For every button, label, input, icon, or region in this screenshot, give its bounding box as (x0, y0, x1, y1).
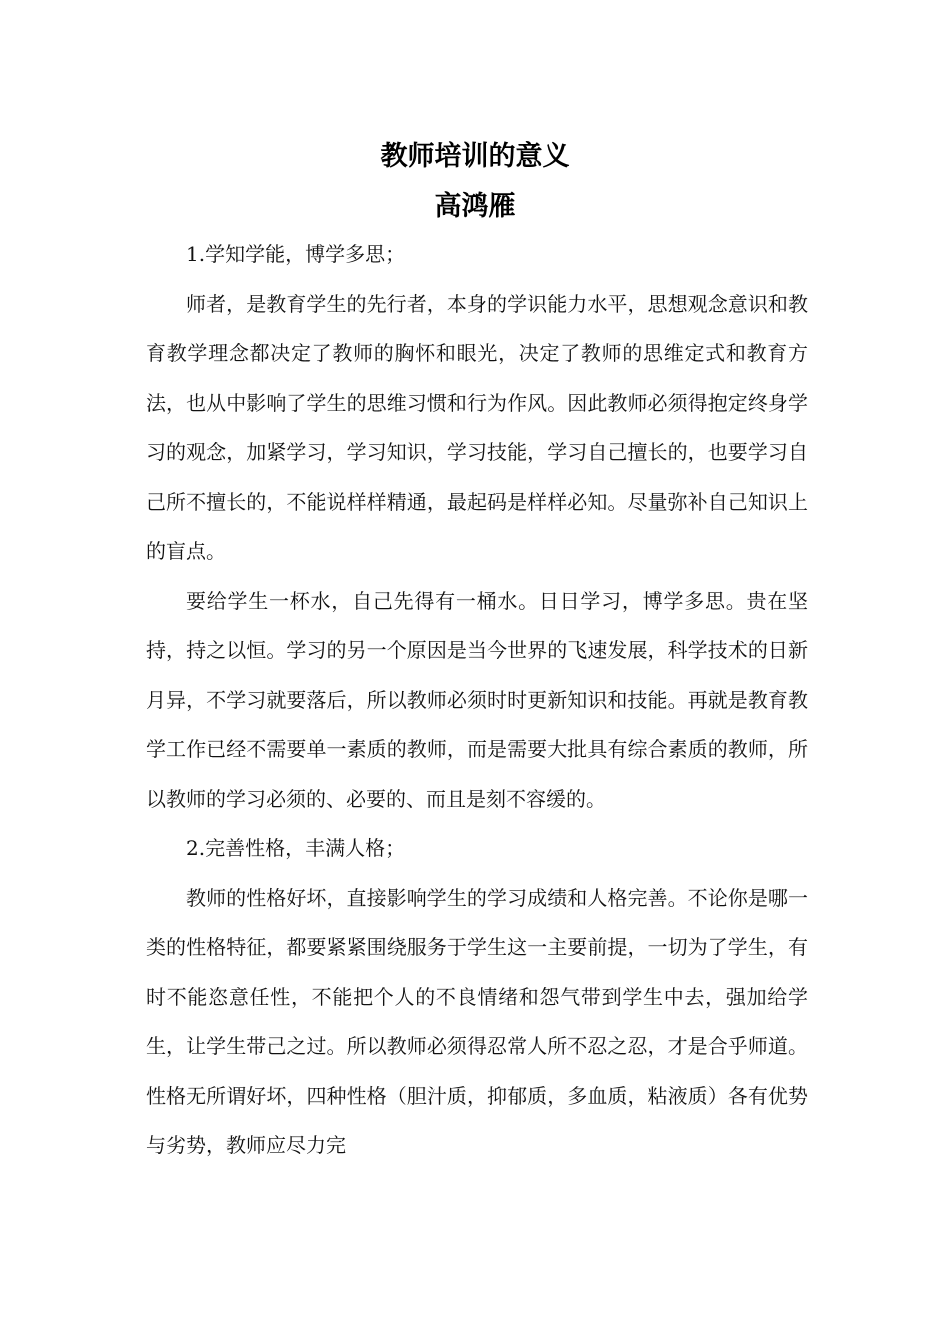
document-body (146, 230, 808, 1171)
body-paragraph-1: 师者，是教育学生的先行者，本身的学识能力水平，思想观念意识和教育教学理念都决定了教师的胸怀和眼光，决定了教师的思维定式和教育方法，也从中影响了学生的思维习惯和行为作风。因此教师必须得抱定终身学习的观念，加紧学习，学习知识，学习技能，学习自己擅长的，也要学习自己所不擅长的，不能说样样精通，最起码是样样必知。尽量弥补自己知识上的盲点。 (146, 291, 808, 563)
document-author: 高鸿雁 (434, 191, 516, 222)
document-title: 教师培训的意义 (380, 141, 570, 172)
body-paragraph-3: 教师的性格好坏，直接影响学生的学习成绩和人格完善。不论你是哪一类的性格特征，都要紧紧围绕服务于学生这一主要前提，一切为了学生，有时不能恣意任性，不能把个人的不良情绪和怨气带到学生中去，强加给学生，让学生带己之过。所以教师必须得忍常人所不忍之忍，才是合乎师道。性格无所谓好坏，四种性格（胆汁质，抑郁质，多血质，粘液质）各有优势与劣势，教师应尽力完 (146, 885, 808, 1157)
body-paragraph-2: 要给学生一杯水，自己先得有一桶水。日日学习，博学多思。贵在坚持，持之以恒。学习的另一个原因是当今世界的飞速发展，科学技术的日新月异，不学习就要落后，所以教师必须时时更新知识和技能。再就是教育教学工作已经不需要单一素质的教师，而是需要大批具有综合素质的教师，所以教师的学习必须的、必要的、而且是刻不容缓的。 (146, 588, 808, 811)
section-heading-1: 1.学知学能，博学多思； (186, 242, 406, 266)
section-heading-2: 2.完善性格，丰满人格； (186, 836, 406, 860)
